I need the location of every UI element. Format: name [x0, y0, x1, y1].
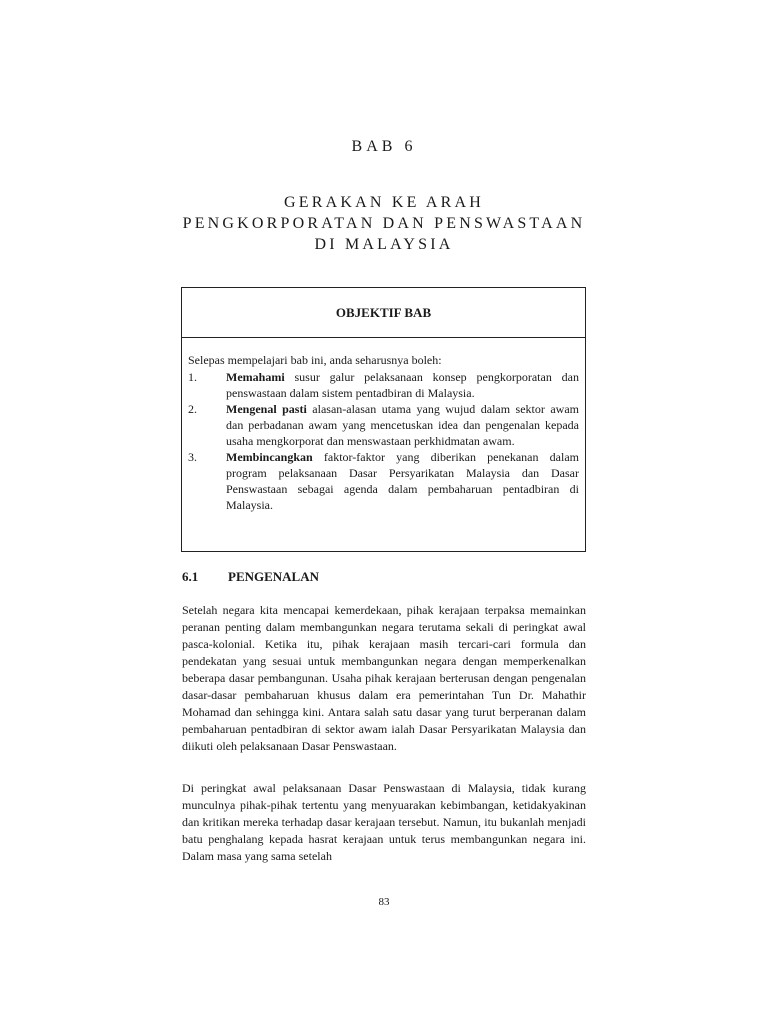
chapter-title — [0, 192, 768, 255]
objective-text — [226, 401, 579, 449]
section-number: 6.1 — [182, 569, 199, 584]
objectives-body — [182, 338, 585, 513]
objective-item — [188, 449, 579, 513]
body-paragraph-1: Setelah negara kita mencapai kemerdekaan, pihak kerajaan terpaksa memainkan peranan penting dalam membangunkan negara terutama sekali di peringkat awal pasca-kolonial. Ketika itu, pihak kerajaan masih tercari-cari formula dan pendekatan yang sesuai untuk membangunkan negara dengan memperkenalkan beberapa dasar pembangunan. Usaha pihak kerajaan berterusan dengan pengenalan dasar-dasar pembaharuan khusus dalam era pemerintahan Tun Dr. Mahathir Mohamad dan sehingga kini. Antara salah satu dasar yang turut berperanan dalam pembaharuan pentadbiran di sektor awam ialah Dasar Persyarikatan Malaysia dan diikuti oleh pelaksanaan Dasar Penswastaan. — [182, 603, 586, 753]
objective-description: faktor-faktor yang diberikan penekanan dalam program pelaksanaan Dasar Persyarikatan Malaysia dan Dasar Penswastaan sebagai agenda dalam pembaharuan pentadbiran di Malaysia. — [226, 450, 579, 512]
objective-verb: Membincangkan — [226, 450, 313, 464]
objective-number: 3. — [188, 450, 197, 464]
objective-description: alasan-alasan utama yang wujud dalam sektor awam dan perbadanan awam yang mencetuskan idea dan pengenalan kepada usaha mengkorporat dan menswastaan perkhidmatan awam. — [226, 402, 579, 448]
objective-item — [188, 369, 579, 401]
section-heading — [182, 569, 319, 585]
objective-item — [188, 401, 579, 449]
chapter-title-line-2: PENGKORPORATAN DAN PENSWASTAAN — [182, 215, 586, 232]
objectives-box — [181, 287, 586, 552]
objective-description: susur galur pelaksanaan konsep pengkorporatan dan penswastaan dalam sistem pentadbiran di Malaysia. — [226, 370, 579, 400]
objective-number: 1. — [188, 370, 197, 384]
section-title: PENGENALAN — [228, 569, 320, 584]
objectives-intro: Selepas mempelajari bab ini, anda seharusnya boleh: — [188, 353, 442, 367]
objective-number: 2. — [188, 402, 197, 416]
chapter-number: BAB 6 — [351, 138, 417, 155]
chapter-title-line-1: GERAKAN KE ARAH — [284, 194, 484, 211]
objectives-heading: OBJEKTIF BAB — [182, 288, 585, 338]
page-number: 83 — [378, 896, 390, 908]
body-paragraph-2: Di peringkat awal pelaksanaan Dasar Penswastaan di Malaysia, tidak kurang munculnya pihak-pihak tertentu yang menyuarakan kebimbangan, ketidakyakinan dan kritikan mereka terhadap dasar kerajaan tersebut. Namun, itu bukanlah menjadi batu penghalang kepada hasrat kerajaan untuk terus membangunkan negara ini. Dalam masa yang sama setelah — [182, 781, 586, 863]
objective-verb: Mengenal pasti — [226, 402, 307, 416]
objective-verb: Memahami — [226, 370, 285, 384]
chapter-title-line-3: DI MALAYSIA — [314, 236, 454, 253]
objective-text — [226, 449, 579, 513]
objective-text — [226, 369, 579, 401]
